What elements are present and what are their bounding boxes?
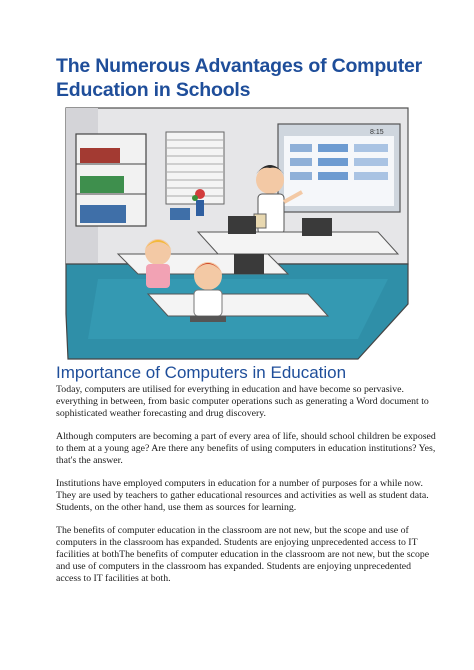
section-heading: Importance of Computers in Education [56,363,347,382]
paragraph: Institutions have employed computers in education for a number of purposes for a while now. They are used by teachers to gather educational resources and activities as well as student data. Students, on the other hand, use them as sources for learning. [56,478,429,513]
document-title: The Numerous Advantages of Computer Education in Schools [56,55,423,101]
screen-clock: 8:15 [370,129,384,136]
article-body [56,384,436,596]
window-blinds [166,132,224,204]
bookshelf [76,134,146,226]
classroom-illustration [58,104,420,366]
paragraph: The benefits of computer education in the classroom are not new, but the scope and use of computers in the classroom has expanded. Students are enjoying unprecedented access to IT facilities at bothThe benefits of computer education in the classroom are not new, but the scope and use of computers in the classroom has expanded. Students are enjoying unprecedented access to IT facilities at both. [56,525,430,584]
paragraph: Although computers are becoming a part of every area of life, should school children be exposed to them at a young age? Are there any benefits of using computers in education institutions? Yes, that's the answer. [56,431,436,466]
smart-board [278,124,400,212]
paragraph: Today, computers are utilised for everything in education and have become so pervasive. everything in between, from basic computer operations such as generating a Word document to sophisticated weather forecasting and drug discovery. [56,384,429,419]
student-boy [190,262,226,322]
